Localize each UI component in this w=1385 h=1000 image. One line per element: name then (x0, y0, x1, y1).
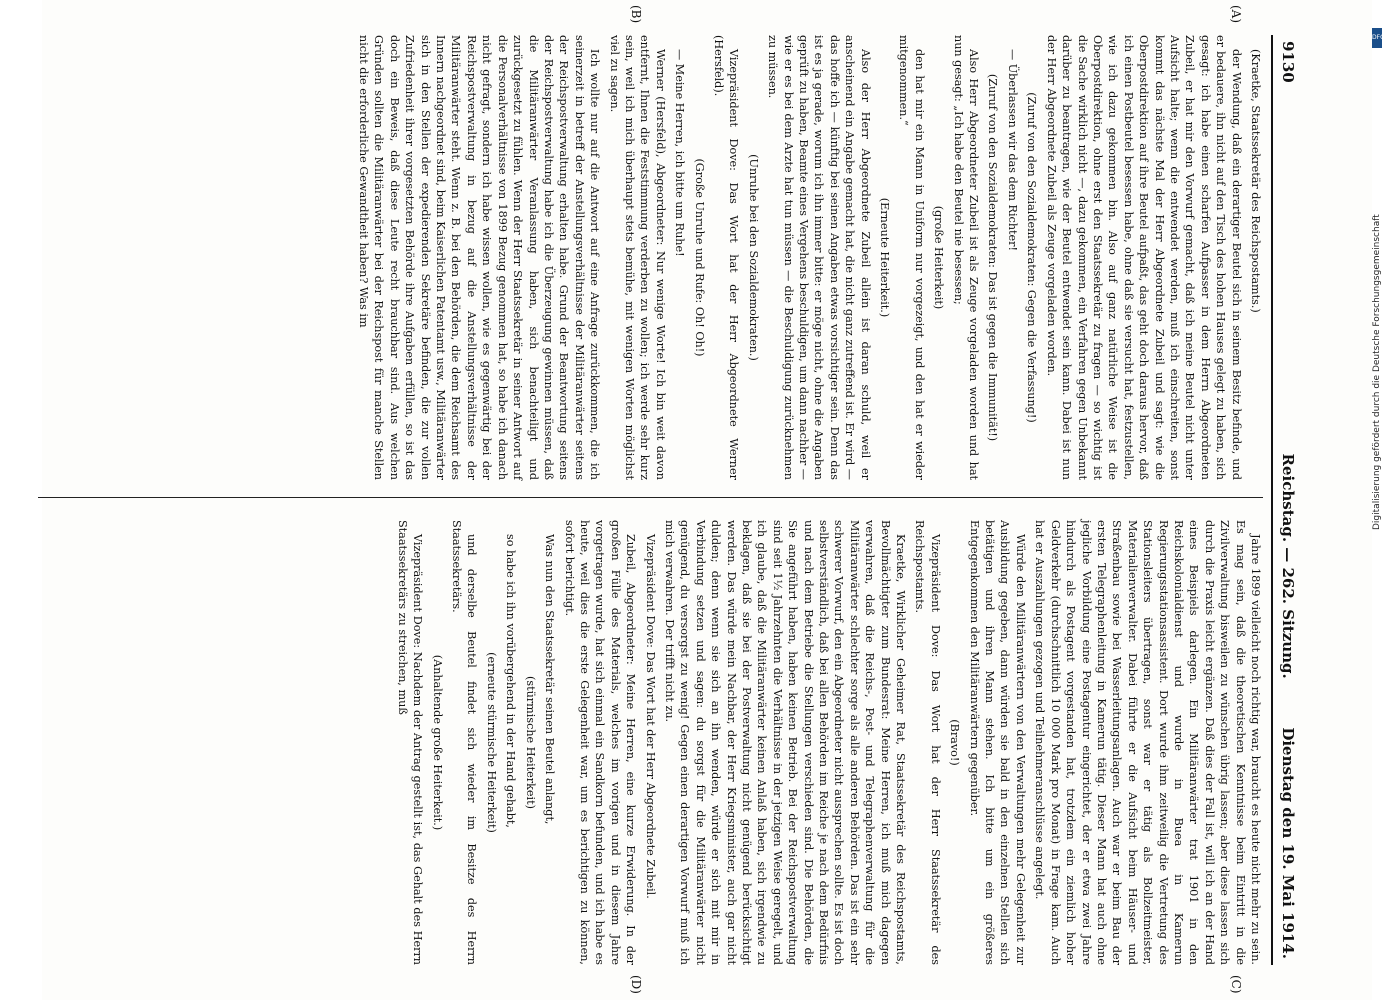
session-title: Reichstag. — 262. Sitzung. (1279, 453, 1297, 679)
paragraph: (Zuruf von den Sozialdemokraten: Das ist gegen die Immunität!) (986, 73, 1000, 442)
paragraph: Also der Herr Abgeordnete Zubeil allein ist daran schuld, weil er anscheinend ein Angabe gemacht hat, die nicht ganz zutreffend ist. Er wird — das hoffe ich — künftig bei seinen Angaben etwas vorsichtiger sein. Denn das ist es ja gerade, worum ich ihn immer bitte: er möge nicht, ohne die Angaben geprüft zu haben, Beamte eines Vergehens beschuldigen, um dann nachher — wie er es bei dem Arzte hat tun müssen — die Beschuldigung zurücknehmen zu müssen. (766, 35, 872, 480)
paragraph: (Unruhe bei den Sozialdemokraten.) (746, 154, 760, 361)
paragraph: und derselbe Beutel findet sich wieder im Besitze des Herrn Staatssekretärs. (450, 520, 479, 965)
paragraph: (Erneute Heiterkeit.) (878, 197, 892, 318)
page-number: 9130 (1279, 41, 1297, 83)
paragraph: Werner (Hersfeld), Abgeordneter: Nur wenige Worte! Ich bin weit davon entfernt, Ihnen die Feststimmung verderben zu wollen; ich werde sehr kurz sein, weil ich mich überhaupt stets bemühe, mit wenigen Worten möglichst viel zu sagen. (607, 35, 667, 480)
column-divider (38, 497, 1263, 498)
paragraph: Was nun den Staatssekretär seinen Beutel anlangt, (543, 534, 557, 825)
paragraph: — Überlassen wir das dem Richter! (1005, 49, 1019, 251)
paragraph: (große Heiterkeit) (932, 205, 946, 310)
page-header (1271, 35, 1303, 965)
paragraph: Jahre 1899 vielleicht noch richtig war, braucht es heute nicht mehr zu sein. Es mag sein, daß die theoretischen Kenntnisse beim Eintritt in die Zivilverwaltung bisweilen zu wünschen übrig lassen; aber diese lassen sich durch die Praxis leicht ergänzen. Daß dies der Fall ist, will ich an der Hand eines Beispiels darlegen. Ein Militäranwärter trat 1901 in den Reichskolonialdienst und wurde in Buea in Kamerun Regierungsstationsassistent. Dort wurde ihm zeitweilig die Vertretung des Stationsleiters übertragen, sonst war er tätig als Bollzeitmeister, Materialienverwalter. Dabei führte er die Aufsicht beim Häuser- und Straßenbau sowie bei Wasserleitungsanlagen. Auch war er beim Bau der ersten Telegraphenleitung in Kamerun tätig. Dieser Mann hat auch ohne jegliche Vorbildung eine Postagentur eingerichtet, der er etwa zwei Jahre hindurch als Postagent vorgestanden hat, trotzdem ein ziemlich hoher Geldverkehr (durchschnittlich 10 000 Mark pro Monat) in Frage kam. Auch hat er Auszahlungen gezogen und Teilnehmeranschlüsse angelegt. (1033, 520, 1262, 965)
session-date: Dienstag den 19. Mai 1914. (1279, 727, 1297, 959)
rotated-document-page (28, 5, 1303, 994)
margin-label-a: (A) (1229, 5, 1243, 24)
digitization-credit: Digitalisierung gefördert durch die Deutsche Forschungsgemeinschaft (1372, 214, 1382, 530)
left-column (38, 35, 1263, 480)
paragraph: (Große Unruhe und Rufe: Oh! Oh!) (692, 158, 706, 357)
paragraph: Vizepräsident Dove: Das Wort hat der Herr Staatssekretär des Reichspostamts. (913, 520, 942, 965)
paragraph: Vizepräsident Dove: Das Wort hat der Herr Abgeordnete Zubeil. (643, 534, 657, 899)
paragraph: Zubeil, Abgeordneter: Meine Herren, eine kurze Erwiderung. In der großen Fülle des Materials, welches im vorigen und in diesem Jahre vorgetragen wurde, hat sich einmal ein Sandkorn befunden, und ich habe es heute, weil dies die erste Gelegenheit war, um es berichtigen zu können, sofort berichtigt. (562, 520, 638, 965)
paragraph: (erneute stürmische Heiterkeit) (484, 652, 498, 833)
paragraph: (Anhaltende große Heiterkeit.) (430, 654, 444, 831)
dfg-badge: DFG (1372, 28, 1382, 48)
margin-label-b: (B) (629, 5, 643, 24)
paragraph: (stürmische Heiterkeit) (523, 676, 537, 809)
paragraph: den hat mir ein Mann in Uniform nur vorgezeigt, und den hat er wieder mitgenommen.“ (897, 35, 926, 480)
paragraph: Würde den Militäranwärtern von den Verwaltungen mehr Gelegenheit zur Ausbildung gegeben, dann würden sie bald in den einzelnen Stellen sich betätigen und ihren Mann stehen. Ich bitte um ein größeres Entgegenkommen den Militäranwärtern gegenüber. (967, 520, 1027, 965)
paragraph: der Wendung, daß ein derartiger Beutel sich in seinem Besitz befinde, und er bedauere, ihn nicht auf den Tisch des hohen Hauses gelegt zu haben, sich gesagt: ich habe einen scharfen Aufpasser in dem Herrn Abgeordneten Zubeil, er hat mir den Vorwurf gemacht, daß ich meine Beutel nicht unter Aufsicht halte; wenn die entwendet werden, muß ich einschreiten, sonst kommt das nächste Mal der Herr Abgeordnete Zubeil und sagt: wie die Oberpostdirektion auf ihre Beutel aufpaßt, das geht doch daraus hervor, daß ich einen Postbeutel besessen habe, ohne daß sie versucht hat, festzustellen, wie ich dazu gekommen bin. Also auf ganz natürliche Weise ist die Oberpostdirektion, ohne erst den Staatssekretär zu fragen — so wichtig ist die Sache wirklich nicht —, dazu gekommen, ein Verfahren gegen Unbekannt darüber zu beantragen, wie der Beutel entwendet sein kann. Dabei ist nun der Herr Abgeordnete Zubeil als Zeuge vorgeladen worden. (1044, 35, 1243, 480)
right-column (38, 520, 1263, 965)
margin-label-d: (D) (629, 975, 643, 994)
paragraph: Kraetke, Wirklicher Geheimer Rat, Staatssekretär des Reichspostamts, Bevollmächtigter zum Bundesrat: Meine Herren, ich muß mich dagegen verwahren, daß die Reichs-, Post- und Telegraphenverwaltung für die Militäranwärter schlechter sorge als alle anderen Behörden. Das ist ein sehr schwerer Vorwurf, den ein Abgeordneter nicht aussprechen sollte. Es ist doch selbstverständlich, daß bei allen Behörden im Reiche je nach dem Bedürfnis und nach dem Betriebe die Stellungen verschieden sind. Die Behörden, die Sie angeführt haben, haben keinen Betrieb. Bei der Reichspostverwaltung sind seit 1½ Jahrzehnten die Verhältnisse in der jetzigen Weise geregelt, und ich glaube, daß die Militäranwärter keinen Anlaß haben, sich irgendwie zu beklagen, daß sie bei der Postverwaltung nicht genügend berücksichtigt werden. Das würde mein Nachbar, der Herr Kriegsminister, auch gar nicht dulden; denn wenn sie sich an ihn wenden, würde er sich mit mir in Verbindung setzen und sagen: du sorgst für die Militäranwärter nicht genügend, du versorgst zu wenig! Gegen einen derartigen Vorwurf muß ich mich verwahren. Der trifft nicht zu. (662, 520, 908, 965)
paragraph: (Kraetke, Staatssekretär des Reichspostamts.) (1249, 49, 1262, 313)
paragraph: Vizepräsident Dove: Das Wort hat der Herr Abgeordnete Werner (Hersfeld). (712, 35, 741, 480)
margin-label-c: (C) (1229, 975, 1243, 994)
paragraph: — Meine Herren, ich bitte um Ruhe! (673, 49, 687, 257)
paragraph: Ich wollte nur auf die Antwort auf eine Anfrage zurückkommen, die ich seinerzeit in betreff der Anstellungsverhältnisse der Militäranwärter seitens der Reichspostverwaltung erhalten habe. Grund der Beantwortung seitens der Reichspostverwaltung habe ich die Überzeugung gewinnen müssen, daß die Militäranwärter Veranlassung haben, sich benachteiligt und zurückgesetzt zu fühlen. Wenn der Herr Staatssekretär in seiner Antwort auf die Personalverhältnisse von 1899 Bezug genommen hat, so habe ich danach nicht gefragt, sondern ich habe wissen wollen, wie es gegenwärtig bei der Reichspostverwaltung in bezug auf die Anstellungsverhältnisse der Militäranwärter steht. Wenn z. B. bei den Behörden, die dem Reichsamt des Innern nachgeordnet sind, beim Kaiserlichen Patentamt usw., Militäranwärter sich in den Stellen der expedierenden Sekretäre befinden, die zur vollen Zufriedenheit ihrer vorgesetzten Behörde ihre Aufgaben erfüllen, so ist das doch ein Beweis, daß diese Leute recht brauchbar sind. Aus welchen Gründen sollten die Militäranwärter bei der Reichspost für manche Stellen nicht die erforderliche Gewandtheit haben? Was im (357, 35, 602, 480)
paragraph: Also Herr Abgeordneter Zubeil ist als Zeuge vorgeladen worden und hat nun gesagt: „Ich habe den Beutel nie besessen; (951, 35, 981, 480)
paragraph: (Zuruf von den Sozialdemokraten: Gegen die Verfassung!) (1025, 92, 1039, 423)
paragraph: Vizepräsident Dove: Nachdem der Antrag gestellt ist, das Gehalt des Herrn Staatssekretärs zu streichen, muß (395, 520, 425, 965)
paragraph: (Bravo!) (948, 719, 962, 766)
paragraph: so habe ich ihn vorübergehend in der Hand gehabt, (504, 534, 518, 828)
